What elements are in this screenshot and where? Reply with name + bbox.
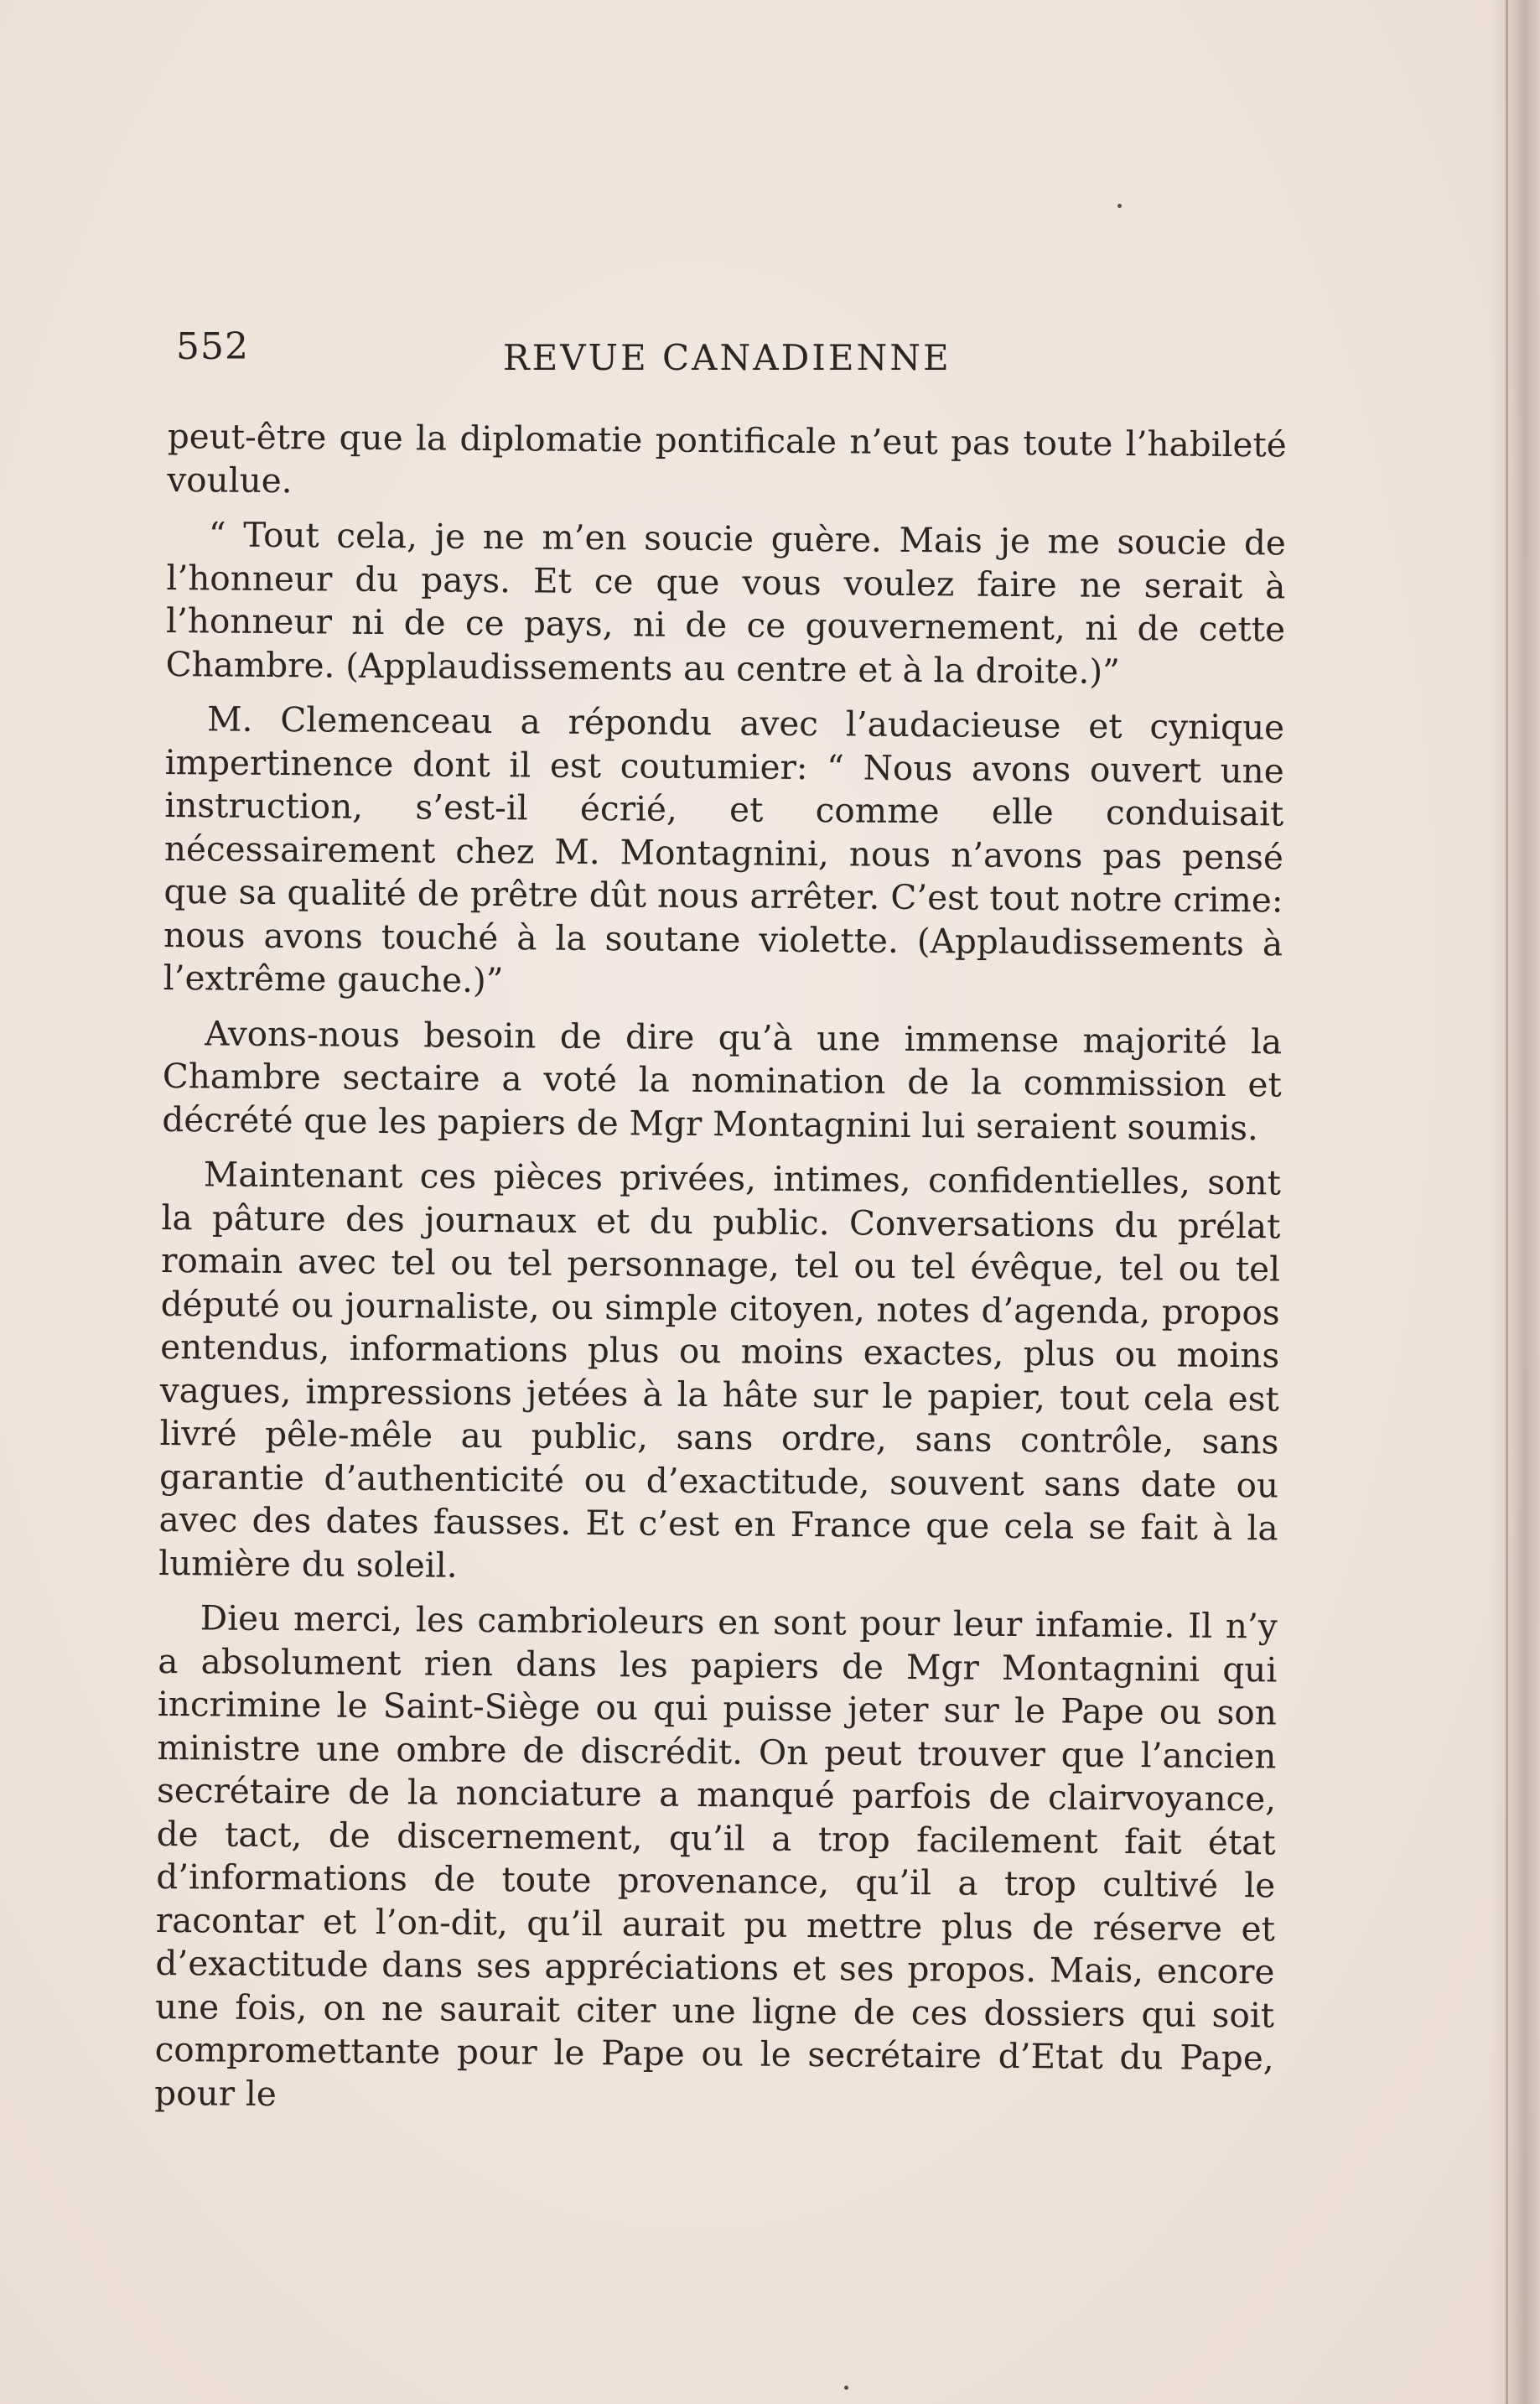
body-text (154, 415, 1287, 2135)
running-title: REVUE CANADIENNE (503, 337, 951, 378)
paper-speck (844, 2386, 848, 2390)
paragraph-6: Dieu merci, les cambrioleurs en sont pour leur infamie. Il n’y a absolument rien dans les papiers de Mgr Montagnini qui incrimine le Saint-Siège ou qui puisse jeter sur le Pape ou son ministre une ombre de discrédit. On peut trouver que l’ancien secrétaire de la nonciature a manqué parfois de clairvoyance, de tact, de discernement, qu’il a trop facilement fait état d’informations de toute provenance, qu’il a trop cultivé le racontar et l’on-dit, qu’il aurait pu mettre plus de réserve et d’exactitude dans ses appréciations et ses propos. Mais, encore une fois, on ne saurait citer une ligne de ces dossiers qui soit compromettante pour le Pape ou le secrétaire d’Etat du Pape, pour le (154, 1597, 1278, 2114)
paragraph-1: peut-être que la diplomatie pontificale n’eut pas toute l’habileté voulue. (167, 415, 1287, 501)
page-edge-line (1506, 0, 1508, 2404)
page-number: 552 (176, 325, 249, 368)
paragraph-5: Maintenant ces pièces privées, intimes, confidentielles, sont la pâture des journaux et du public. Conversations du prélat romain avec tel ou tel personnage, tel ou tel évêque, tel ou tel député ou journaliste, ou simple citoyen, notes d’agenda, propos entendus, informations plus ou moins exactes, plus ou moins vagues, impressions jetées à la hâte sur le papier, tout cela est livré pêle-mêle au public, sans ordre, sans contrôle, sans garantie d’authenticité ou d’exactitude, souvent sans date ou avec des dates fausses. Et c’est en France que cela se fait à la lumière du soleil. (158, 1154, 1282, 1586)
paragraph-3: M. Clemenceau a répondu avec l’audacieuse et cynique impertinence dont il est coutumier: “ Nous avons ouvert une instruction, s’est-il écrié, et comme elle conduisait nécessairement chez M. Montagnini, nous n’avons pas pensé que sa qualité de prêtre dût nous arrêter. C’est tout notre crime: nous avons touché à la soutane violette. (Applaudissements à l’extrême gauche.)” (163, 698, 1285, 1001)
page-edge-shadow (1490, 0, 1540, 2404)
paragraph-4: Avons-nous besoin de dire qu’à une immense majorité la Chambre sectaire a voté la nomination de la commission et décrété que les papiers de Mgr Montagnini lui seraient soumis. (162, 1012, 1283, 1148)
paragraph-2: “ Tout cela, je ne m’en soucie guère. Mais je me soucie de l’honneur du pays. Et ce que vous voulez faire ne serait à l’honneur ni de ce pays, ni de ce gouvernement, ni de cette Chambre. (Applaudissements au centre et à la droite.)” (165, 514, 1287, 692)
page-header (176, 325, 1283, 376)
paper-speck (1117, 204, 1122, 208)
